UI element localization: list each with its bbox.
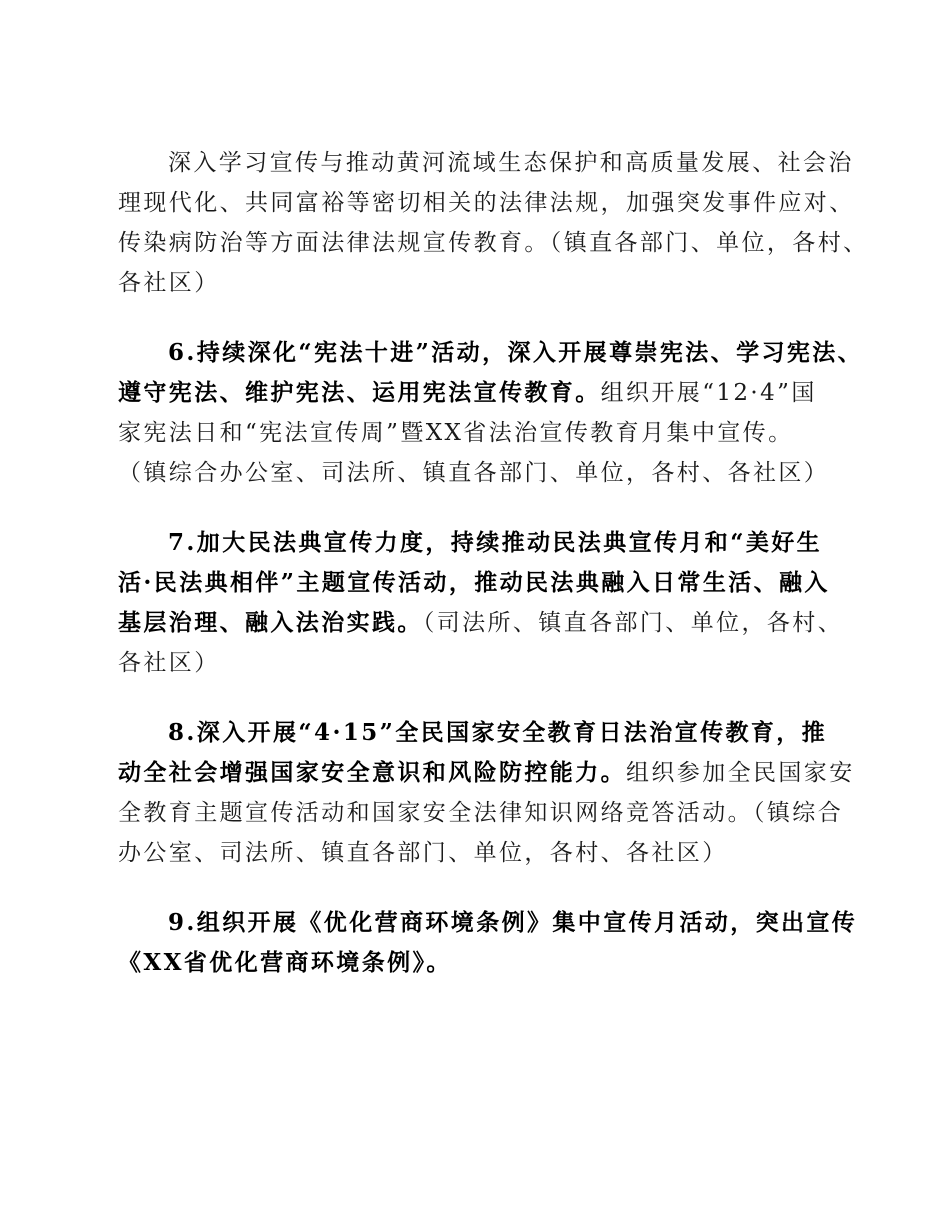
paragraph-line <box>118 333 864 373</box>
paragraph-intro <box>118 143 869 303</box>
paragraph-line <box>118 563 853 603</box>
paragraph-line <box>118 413 853 453</box>
paragraph-line <box>118 793 853 833</box>
paragraph-line <box>118 263 853 303</box>
paragraph-line <box>118 833 853 873</box>
bold-text-run: 基层治理、融入法治实践。 <box>118 609 423 636</box>
paragraph-line <box>118 903 858 943</box>
paragraph-line <box>118 373 853 413</box>
paragraph-line <box>118 453 853 493</box>
paragraph-line <box>118 223 869 263</box>
paragraph-line <box>118 523 853 563</box>
text-run: 组织开展“12·4”国 <box>600 380 817 406</box>
text-run: 组织参加全民国家安 <box>626 760 855 786</box>
bold-text-run: 6.持续深化“宪法十进”活动，深入开展尊崇宪法、学习宪法、 <box>168 339 864 366</box>
bold-text-run: 《XX省优化营商环境条例》。 <box>118 949 452 976</box>
paragraph-line <box>118 713 853 753</box>
paragraph-line <box>118 143 853 183</box>
text-run: 理现代化、共同富裕等密切相关的法律法规，加强突发事件应对、 <box>118 190 855 216</box>
text-run: 深入学习宣传与推动黄河流域生态保护和高质量发展、社会治 <box>168 150 854 176</box>
text-run: （镇综合办公室、司法所、镇直各部门、单位，各村、各社区） <box>118 460 830 486</box>
text-run: （司法所、镇直各部门、单位，各村、 <box>422 610 844 636</box>
bold-text-run: 遵守宪法、维护宪法、运用宪法宣传教育。 <box>118 379 601 406</box>
paragraph-item-6 <box>118 333 864 493</box>
bold-text-run: 9.组织开展《优化营商环境条例》集中宣传月活动，突出宣传 <box>168 909 858 936</box>
text-run: 办公室、司法所、镇直各部门、单位，各村、各社区） <box>118 840 728 866</box>
bold-text-run: 8.深入开展“4·15”全民国家安全教育日法治宣传教育，推 <box>168 719 828 746</box>
paragraph-line <box>118 753 853 793</box>
paragraph-line <box>118 943 853 983</box>
text-run: 全教育主题宣传活动和国家安全法律知识网络竞答活动。（镇综合 <box>118 800 844 826</box>
text-run: 传染病防治等方面法律法规宣传教育。（镇直各部门、单位，各村、 <box>118 230 869 256</box>
paragraph-item-7 <box>118 523 853 683</box>
paragraph-item-8 <box>118 713 853 873</box>
paragraph-item-9 <box>118 903 858 983</box>
text-run: 家宪法日和“宪法宣传周”暨XX省法治宣传教育月集中宣传。 <box>118 420 794 446</box>
paragraph-line <box>118 183 853 223</box>
bold-text-run: 活·民法典相伴”主题宣传活动，推动民法典融入日常生活、融入 <box>118 569 830 596</box>
text-run: 各社区） <box>118 270 220 296</box>
text-run: 各社区） <box>118 650 220 676</box>
bold-text-run: 动全社会增强国家安全意识和风险防控能力。 <box>118 759 626 786</box>
paragraph-line <box>118 643 853 683</box>
bold-text-run: 7.加大民法典宣传力度，持续推动民法典宣传月和“美好生 <box>168 529 823 556</box>
paragraph-line <box>118 603 853 643</box>
